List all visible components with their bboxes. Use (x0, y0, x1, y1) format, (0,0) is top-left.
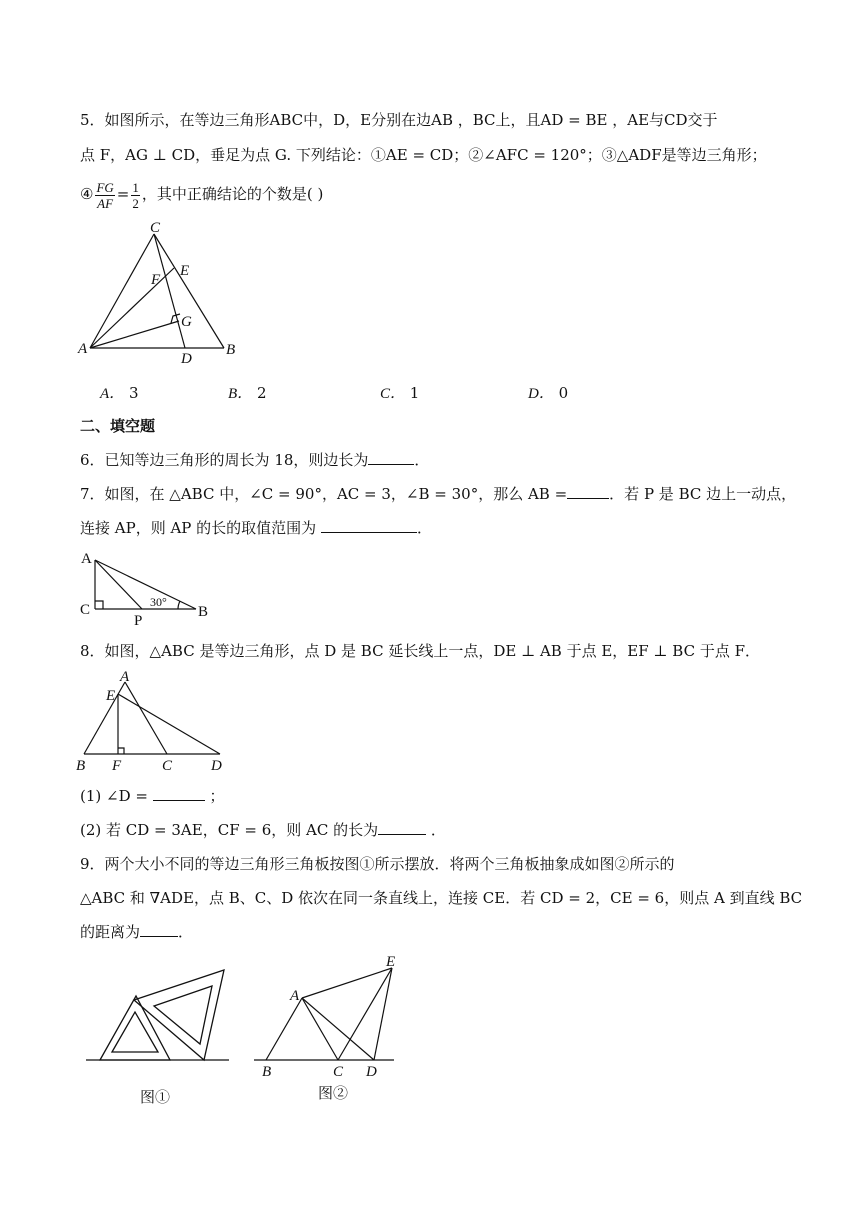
q9-line2: △ABC 和 ∇ADE，点 B、C、D 依次在同一条直线上，连接 CE．若 CD = 2，CE = 6，则点 A 到直线 BC (80, 889, 803, 907)
q6-line (80, 450, 429, 470)
q5-line1: 5．如图所示，在等边三角形ABC中，D，E分别在边AB ，BC上，且AD = BE ，AE与CD交于 (80, 111, 718, 129)
q7-segment-ap (95, 560, 142, 609)
q8-label-a: A (120, 669, 130, 685)
q7-right-angle-mark (95, 601, 103, 609)
q5-choice-c[interactable]: C． 1 (380, 384, 420, 402)
q7-label-angle: 30° (150, 595, 167, 609)
q5-label-b: B (226, 342, 236, 358)
q8-figure (74, 668, 234, 778)
q5-line3-prefix: ④ (80, 185, 94, 203)
q5-label-e: E (180, 263, 190, 279)
q7-label-c: C (80, 602, 91, 618)
fig2-side-ab (266, 998, 302, 1060)
q5-half-den: 2 (132, 195, 139, 211)
q7-side-ab (95, 560, 196, 609)
q7-label-a: A (81, 551, 92, 567)
q5-line3-suffix: ，其中正确结论的个数是( ) (141, 185, 324, 203)
q8-line1: 8．如图，△ABC 是等边三角形，点 D 是 BC 延长线上一点，DE ⊥ AB 于点 E，EF ⊥ BC 于点 F． (80, 642, 761, 660)
q8-label-d: D (211, 758, 222, 774)
q7-label-b: B (198, 604, 209, 620)
q8-answer-blank-angle-d[interactable] (153, 786, 205, 801)
q7-answer-blank-ap[interactable] (321, 518, 417, 533)
q5-eq: = (116, 185, 130, 203)
q8-label-f: F (112, 758, 122, 774)
q8-label-c: C (162, 758, 173, 774)
q9-answer-blank[interactable] (140, 922, 178, 937)
fig2-side-ae (302, 968, 392, 998)
q7-angle-arc (178, 601, 180, 609)
q8-side-ac (125, 682, 167, 754)
fig2-segment-ce (338, 968, 392, 1060)
q5-frac-num: FG (96, 179, 114, 195)
q8-label-e: E (106, 688, 116, 704)
q9-line3a: 的距离为 (80, 923, 141, 941)
q8-sub2 (80, 820, 446, 840)
fig1-small-triangle-outer (100, 996, 170, 1060)
q8-sub2a: (2) 若 CD = 3AE，CF = 6，则 AC 的长为 (80, 821, 379, 839)
fig2-label-e: E (386, 954, 396, 970)
fig2-label-a: A (290, 988, 300, 1004)
q5-label-g: G (181, 314, 192, 330)
q5-choice-d[interactable]: D． 0 (528, 384, 569, 402)
q9-caption-figure2: 图② (318, 1084, 349, 1102)
q6-end: ． (414, 451, 430, 469)
fig1-large-triangle-inner (154, 986, 212, 1044)
q7-label-p: P (134, 613, 143, 629)
fig2-side-de (374, 968, 392, 1060)
q9-caption-figure1: 图① (140, 1088, 171, 1106)
q7-answer-blank-ab[interactable] (567, 484, 609, 499)
q9-figure1-set-squares (84, 962, 234, 1067)
q5-fraction-half (131, 180, 140, 211)
q5-figure (70, 218, 250, 368)
q6-text: 6．已知等边三角形的周长为 18，则边长为 (80, 451, 369, 469)
q5-label-a: A (78, 341, 88, 357)
q5-segment-ae (90, 268, 174, 348)
q8-label-b: B (76, 758, 86, 774)
q5-label-f: F (151, 272, 161, 288)
q7-line1b: ．若 P 是 BC 边上一动点， (609, 485, 797, 503)
q8-segment-de (118, 694, 220, 754)
fig2-side-ac (302, 998, 338, 1060)
q5-half-num: 1 (132, 179, 139, 195)
q5-segment-cd (154, 234, 185, 348)
q5-label-c: C (150, 220, 161, 236)
q8-sub1b: ； (209, 787, 225, 805)
fig2-label-d: D (366, 1064, 377, 1080)
q5-line3 (80, 178, 323, 211)
q9-line3b: ． (178, 923, 194, 941)
q8-side-ab (84, 682, 125, 754)
q5-line2: 点 F，AG ⊥ CD，垂足为点 G. 下列结论：①AE = CD；②∠AFC = 120°；③△ADF是等边三角形； (80, 146, 767, 164)
q7-figure (78, 548, 218, 628)
q5-choice-a[interactable]: A． 3 (100, 384, 139, 402)
q8-sub2b: ． (430, 821, 446, 839)
q9-figure2 (252, 950, 402, 1080)
fig2-label-b: B (262, 1064, 272, 1080)
q7-line2b: ． (416, 519, 432, 537)
q5-fraction-fg-af (95, 180, 114, 211)
q8-right-angle-mark (118, 748, 124, 754)
fig1-large-triangle-outer (134, 970, 224, 1060)
q5-frac-den: AF (97, 195, 114, 211)
q7-line2 (80, 518, 432, 538)
q9-line1: 9．两个大小不同的等边三角形三角板按图①所示摆放．将两个三角板抽象成如图②所示的 (80, 855, 675, 873)
q9-line3 (80, 922, 193, 942)
q7-line2a: 连接 AP，则 AP 的长的取值范围为 (80, 519, 317, 537)
q8-sub1 (80, 786, 225, 806)
q6-answer-blank[interactable] (368, 450, 414, 465)
q7-line1 (80, 484, 796, 504)
q8-answer-blank-ac[interactable] (378, 820, 426, 835)
fig2-side-ad (302, 998, 374, 1060)
q5-side-cb (154, 234, 224, 348)
q8-sub1a: (1) ∠D = (80, 787, 148, 805)
fig2-label-c: C (333, 1064, 344, 1080)
q7-line1a: 7．如图，在 △ABC 中，∠C = 90°，AC = 3，∠B = 30°，那么 AB = (80, 485, 568, 503)
fig1-small-triangle-inner (112, 1012, 158, 1052)
section-heading-fill-in: 二、填空题 (80, 417, 156, 435)
q5-label-d: D (181, 351, 192, 367)
q5-choice-b[interactable]: B． 2 (228, 384, 267, 402)
